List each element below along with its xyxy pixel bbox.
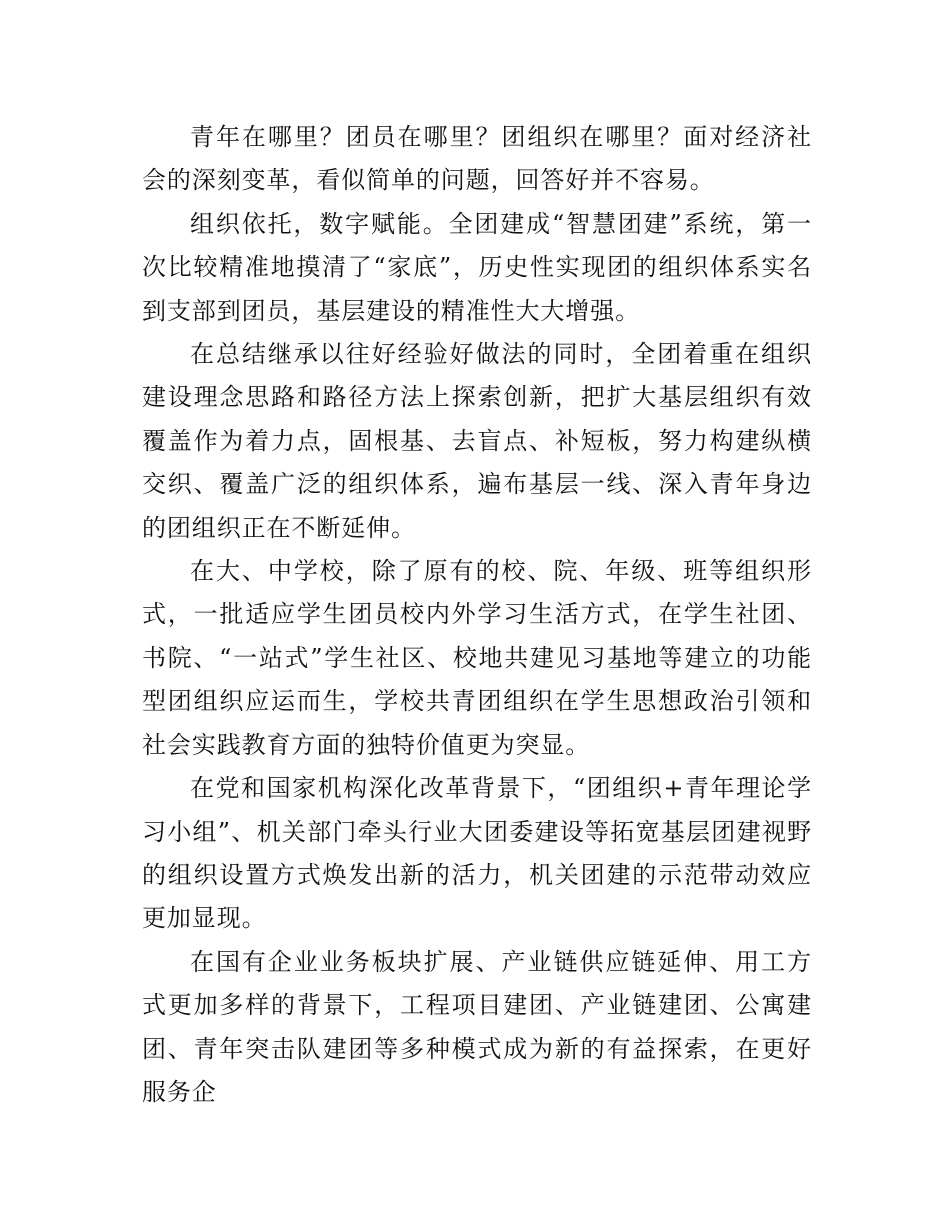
paragraph: 在党和国家机构深化改革背景下，“团组织+青年理论学习小组”、机关部门牵头行业大团委建设等拓宽基层团建视野的组织设置方式焕发出新的活力，机关团建的示范带动效应更加显现。 [142,774,812,933]
paragraph: 在国有企业业务板块扩展、产业链供应链延伸、用工方式更加多样的背景下，工程项目建团、产业链建团、公寓建团、青年突击队建团等多种模式成为新的有益探索，在更好服务企 [142,947,812,1106]
document-body [142,116,812,1114]
paragraph: 组织依托，数字赋能。全团建成“智慧团建”系统，第一次比较精准地摸清了“家底”，历史性实现团的组织体系实名到支部到团员，基层建设的精准性大大增强。 [142,209,812,325]
paragraph: 在大、中学校，除了原有的校、院、年级、班等组织形式，一批适应学生团员校内外学习生活方式，在学生社团、书院、“一站式”学生社区、校地共建见习基地等建立的功能型团组织应运而生，学校共青团组织在学生思想政治引领和社会实践教育方面的独特价值更为突显。 [142,557,812,759]
paragraph: 青年在哪里？团员在哪里？团组织在哪里？面对经济社会的深刻变革，看似简单的问题，回答好并不容易。 [142,123,812,195]
paragraph: 在总结继承以往好经验好做法的同时，全团着重在组织建设理念思路和路径方法上探索创新，把扩大基层组织有效覆盖作为着力点，固根基、去盲点、补短板，努力构建纵横交织、覆盖广泛的组织体系，遍布基层一线、深入青年身边的团组织正在不断延伸。 [142,340,812,542]
